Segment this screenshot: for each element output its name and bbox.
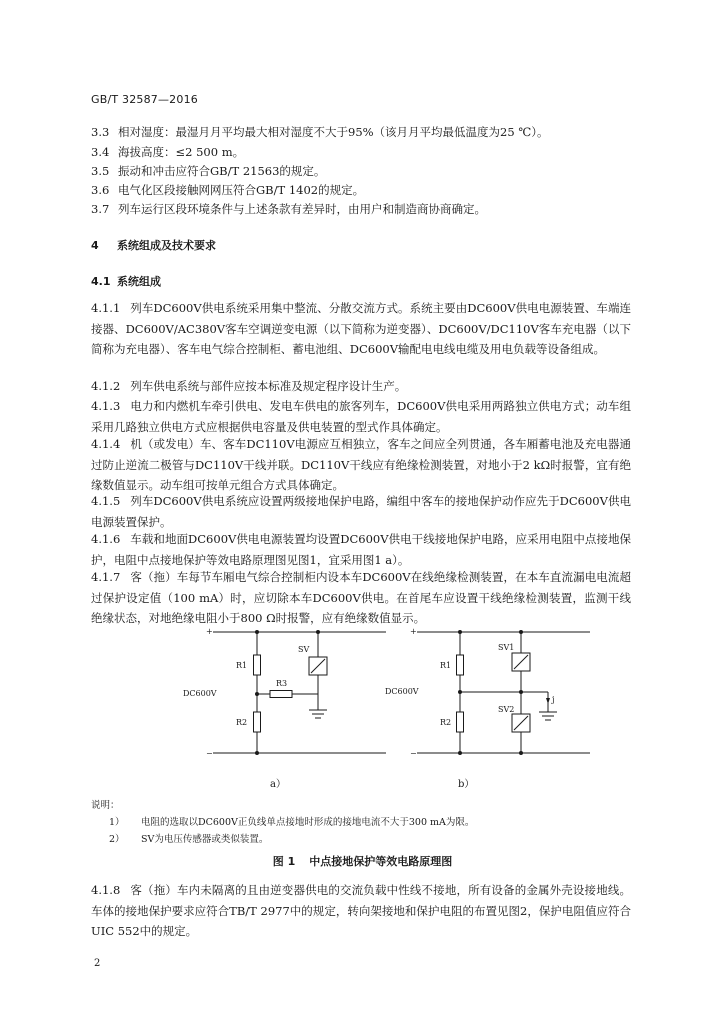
figure-1-circuits [0,622,725,792]
clause-3-3 [91,122,631,142]
resistor-r1 [254,655,261,675]
label-plus: + [206,627,213,636]
section-4-1-heading [91,272,631,292]
standard-id: GB/T 32587—2016 [91,93,198,106]
note-number: 1） [109,817,125,828]
note-item [91,814,474,831]
section-4-heading [91,236,631,256]
figure-number: 图 1 [272,855,296,868]
clause-text: 列车运行区段环境条件与上述条款有差异时，由用户和制造商协商确定。 [118,202,486,216]
label-voltage: DC600V [183,689,217,698]
resistor-r2 [457,712,464,732]
notes-title: 说明： [91,800,120,811]
page-number: 2 [94,958,101,969]
paragraph-4-1-8 [91,880,631,942]
label-plus: + [410,627,417,636]
clause-number: 3.3 [91,125,110,139]
paragraph-text: 客（拖）车内未隔离的且由逆变器供电的交流负载中性线不接地，所有设备的金属外壳设接地线。车体的接地保护要求应符合TB/T 2977中的规定，转向架接地和保护电阻的布置见图2，保护电阻值应符合UIC 552中的规定。 [91,883,631,938]
section-number: 4.1 [91,275,111,288]
label-sv2: SV2 [498,705,515,714]
section-title: 系统组成及技术要求 [117,239,216,252]
paragraph-number: 4.1.6 [91,532,121,546]
paragraph-4-1-3 [91,396,631,437]
resistor-r2 [254,712,261,732]
clause-number: 3.7 [91,202,110,216]
resistor-r1 [457,655,464,675]
clause-number: 3.4 [91,145,110,159]
label-sv1: SV1 [498,643,515,652]
paragraph-text: 列车DC600V供电系统采用集中整流、分散交流方式。系统主要由DC600V供电电源装置、车端连接器、DC600V/AC380V客车空调逆变电源（以下简称为逆变器）、DC600V/DC110V客车充电器（以下简称为充电器）、客车电气综合控制柜、蓄电池组、DC600V输配电电线电缆及用电负载等设备组成。 [91,301,631,356]
clause-number: 3.5 [91,164,110,178]
paragraph-text: 机（或发电）车、客车DC110V电源应互相独立，客车之间应全列贯通，各车厢蓄电池及充电器通过防止逆流二极管与DC110V干线并联。DC110V干线应有绝缘检测装置，对地小于2 kΩ时报警，宜有绝缘数值显示。动车组可按单元组合方式具体确定。 [91,437,631,492]
paragraph-number: 4.1.5 [91,494,121,508]
label-sv: SV [298,645,310,654]
figure-title: 中点接地保护等效电路原理图 [309,855,453,868]
note-item [91,831,474,848]
note-text: SV为电压传感器或类似装置。 [141,834,269,845]
clause-text: 振动和冲击应符合GB/T 21563的规定。 [118,164,326,178]
paragraph-number: 4.1.3 [91,399,121,413]
paragraph-number: 4.1.1 [91,301,121,315]
section-number: 4 [91,239,99,252]
figure-caption [0,853,725,869]
section-title: 系统组成 [117,275,161,288]
label-minus: − [410,749,417,758]
paragraph-text: 列车供电系统与部件应按本标准及规定程序设计生产。 [130,379,407,393]
label-r2: R2 [236,718,248,727]
note-number: 2） [109,834,125,845]
paragraph-number: 4.1.4 [91,437,121,451]
clause-text: 海拔高度：≤2 500 m。 [118,145,245,159]
clause-number: 3.6 [91,183,110,197]
paragraph-number: 4.1.7 [91,570,121,584]
paragraph-4-1-7 [91,567,631,629]
paragraph-text: 列车DC600V供电系统应设置两级接地保护电路，编组中客车的接地保护动作应先于DC600V供电电源装置保护。 [91,494,631,529]
clause-3-7 [91,199,631,219]
paragraph-text: 电力和内燃机车牵引供电、发电车供电的旅客列车，DC600V供电采用两路独立供电方式；动车组采用几路独立供电方式应根据供电容量及供电装置的型式作具体确定。 [91,399,631,434]
paragraph-4-1-4 [91,434,631,496]
clause-text: 电气化区段接触网网压符合GB/T 1402的规定。 [118,183,365,197]
paragraph-number: 4.1.8 [91,883,121,897]
paragraph-text: 客（拖）车每节车厢电气综合控制柜内设本车DC600V在线绝缘检测装置，在本车直流漏电电流超过保护设定值（100 mA）时，应切除本车DC600V供电。在首尾车应设置干线绝缘检测装置，监测干线绝缘状态，对地绝缘电阻小于800 Ω时报警，应有绝缘数值显示。 [91,570,631,625]
paragraph-4-1-2 [91,376,631,397]
label-r1: R1 [440,661,452,670]
subfigure-a-label: a） [270,779,286,790]
clause-3-4 [91,142,631,162]
subfigure-b-label: b） [458,779,475,790]
label-r3: R3 [276,679,288,688]
current-arrow [546,698,550,704]
clause-3-5 [91,161,631,181]
label-r2: R2 [440,718,452,727]
label-voltage: DC600V [385,687,419,696]
note-text: 电阻的选取以DC600V正负线单点接地时形成的接地电流不大于300 mA为限。 [141,817,475,828]
paragraph-4-1-1 [91,298,631,360]
figure-notes [91,797,474,848]
paragraph-text: 车载和地面DC600V供电电源装置均设置DC600V供电干线接地保护电路，应采用电阻中点接地保护，电阻中点接地保护等效电路原理图见图1，宜采用图1 a）。 [91,532,631,567]
clause-text: 相对湿度：最湿月月平均最大相对湿度不大于95%（该月月平均最低温度为25 ℃）。 [118,125,549,139]
label-r1: R1 [236,661,248,670]
resistor-r3 [270,691,292,698]
label-minus: − [206,749,213,758]
paragraph-number: 4.1.2 [91,379,121,393]
paragraph-4-1-5 [91,491,631,532]
label-current: j [552,695,555,704]
paragraph-4-1-6 [91,529,631,570]
clause-3-6 [91,180,631,200]
